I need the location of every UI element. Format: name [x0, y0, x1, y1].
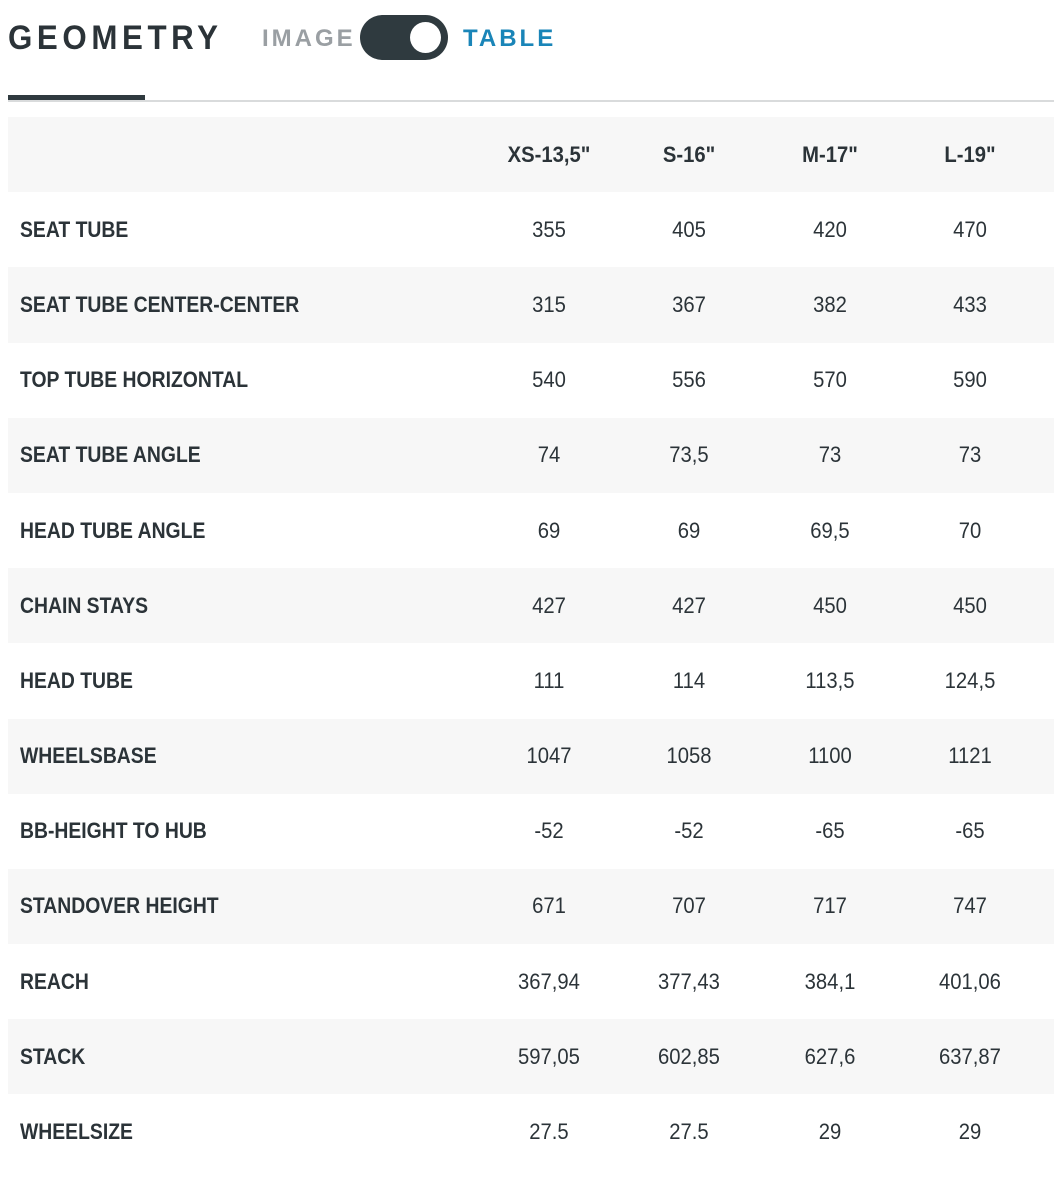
table-cell: 355	[532, 216, 566, 242]
table-cell: -52	[674, 818, 704, 844]
column-header-s: S-16"	[662, 141, 716, 167]
view-option-table[interactable]: TABLE	[463, 25, 557, 52]
row-label: WHEELSBASE	[20, 743, 157, 769]
table-cell: -65	[815, 818, 845, 844]
table-cell: 367	[672, 291, 706, 317]
table-cell: 1100	[808, 743, 852, 769]
table-cell: 420	[813, 216, 847, 242]
view-toggle-switch[interactable]	[360, 15, 448, 60]
table-cell: 401,06	[939, 968, 1001, 994]
table-row	[8, 267, 1054, 342]
table-cell: 540	[532, 367, 566, 393]
page-title: GEOMETRY	[8, 19, 223, 57]
table-cell: 29	[958, 1119, 982, 1145]
table-row	[8, 944, 1054, 1019]
row-label: WHEELSIZE	[20, 1119, 133, 1145]
table-cell: 73,5	[669, 442, 709, 468]
table-cell: 405	[672, 216, 706, 242]
row-label: HEAD TUBE	[20, 667, 133, 693]
table-cell: 450	[813, 592, 847, 618]
table-cell: 556	[672, 367, 706, 393]
row-label: STANDOVER HEIGHT	[20, 893, 219, 919]
row-label: HEAD TUBE ANGLE	[20, 517, 206, 543]
table-cell: 570	[813, 367, 847, 393]
table-cell: 590	[953, 367, 987, 393]
column-header-xs: XS-13,5"	[507, 141, 591, 167]
table-cell: 27.5	[669, 1119, 709, 1145]
table-cell: 382	[813, 291, 847, 317]
table-cell: 707	[672, 893, 706, 919]
table-cell: 73	[818, 442, 842, 468]
table-cell: 74	[537, 442, 561, 468]
column-header-m: M-17"	[802, 141, 858, 167]
table-row	[8, 1094, 1054, 1169]
geometry-header	[0, 0, 1059, 100]
table-cell: 747	[953, 893, 987, 919]
table-cell: 427	[532, 592, 566, 618]
table-row	[8, 643, 1054, 718]
table-row	[8, 1019, 1054, 1094]
row-label: TOP TUBE HORIZONTAL	[20, 367, 249, 393]
table-cell: 717	[813, 893, 847, 919]
row-label: CHAIN STAYS	[20, 592, 149, 618]
table-cell: 433	[953, 291, 987, 317]
table-cell: 111	[533, 667, 565, 693]
table-cell: 69,5	[810, 517, 850, 543]
table-cell: 627,6	[804, 1043, 856, 1069]
table-cell: 602,85	[658, 1043, 720, 1069]
table-row	[8, 794, 1054, 869]
table-cell: 637,87	[939, 1043, 1001, 1069]
row-label: STACK	[20, 1043, 86, 1069]
table-cell: 367,94	[518, 968, 580, 994]
table-cell: 27.5	[529, 1119, 569, 1145]
column-header-l: L-19"	[944, 141, 996, 167]
toggle-knob	[410, 22, 441, 53]
table-row	[8, 493, 1054, 568]
table-cell: 1121	[948, 743, 992, 769]
table-cell: 377,43	[658, 968, 720, 994]
table-row	[8, 568, 1054, 643]
table-header-row	[8, 117, 1054, 192]
table-cell: 114	[672, 667, 706, 693]
row-label: REACH	[20, 968, 89, 994]
table-cell: 671	[532, 893, 566, 919]
table-cell: 29	[818, 1119, 842, 1145]
table-cell: 470	[953, 216, 987, 242]
table-cell: 73	[958, 442, 982, 468]
table-cell: 597,05	[518, 1043, 580, 1069]
table-cell: 70	[958, 517, 982, 543]
row-label: BB-HEIGHT TO HUB	[20, 818, 207, 844]
table-cell: 315	[532, 291, 566, 317]
table-cell: -65	[955, 818, 985, 844]
table-row	[8, 343, 1054, 418]
view-option-image[interactable]: IMAGE	[262, 25, 356, 52]
row-label: SEAT TUBE CENTER-CENTER	[20, 291, 300, 317]
table-row	[8, 418, 1054, 493]
table-cell: 450	[953, 592, 987, 618]
table-cell: 113,5	[805, 667, 855, 693]
table-cell: 1058	[666, 743, 712, 769]
table-cell: 69	[677, 517, 701, 543]
table-row	[8, 869, 1054, 944]
table-row	[8, 719, 1054, 794]
table-cell: 1047	[526, 743, 572, 769]
table-cell: 124,5	[944, 667, 996, 693]
table-cell: 384,1	[804, 968, 856, 994]
table-row	[8, 192, 1054, 267]
row-label: SEAT TUBE ANGLE	[20, 442, 201, 468]
geometry-table	[8, 117, 1054, 1170]
table-cell: 427	[672, 592, 706, 618]
row-label: SEAT TUBE	[20, 216, 129, 242]
table-cell: 69	[537, 517, 561, 543]
table-cell: -52	[534, 818, 564, 844]
header-divider	[8, 100, 1054, 102]
